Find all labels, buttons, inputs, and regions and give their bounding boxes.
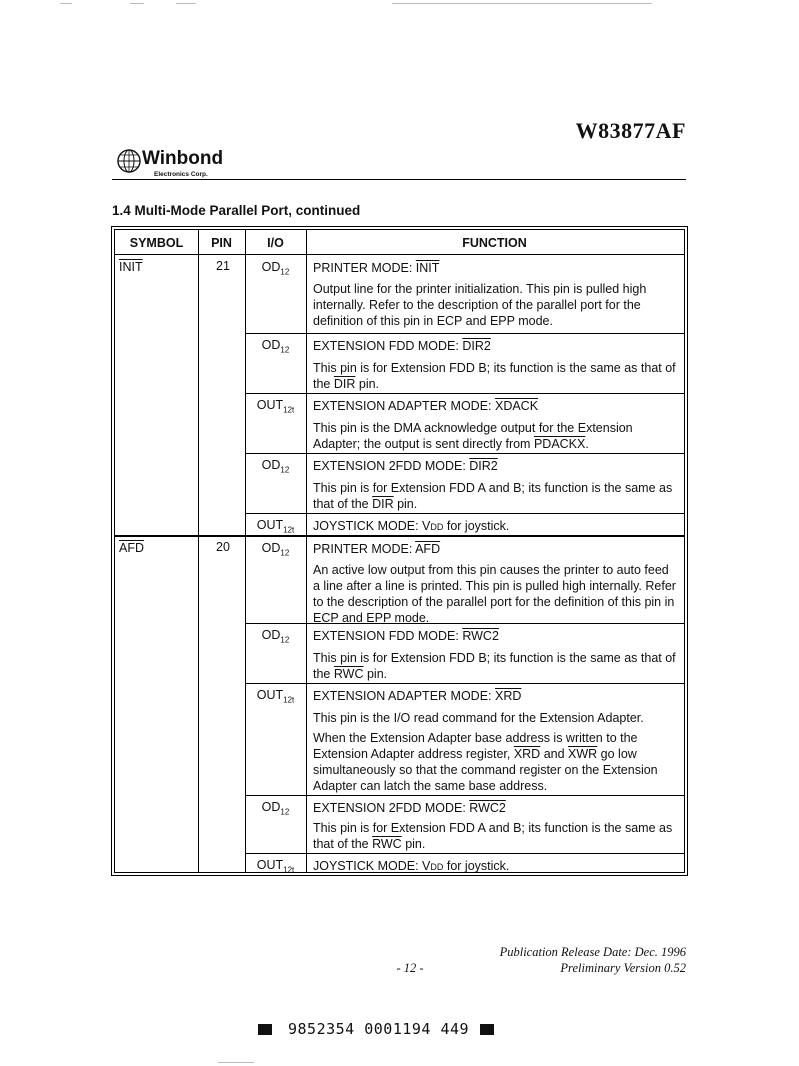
sub-row-rule [245,853,684,854]
function-description: This pin is the DMA acknowledge output for the Extension Adapter; the output is sent directly from PDACKX. [313,421,633,451]
io-type: $OUT_{12t}$ [256,398,295,415]
io-type: $OD_{12}$ [261,458,290,475]
pin-20: 20 [216,540,230,554]
sub-row-rule [245,393,684,394]
header-rule [115,254,684,255]
function-description: When the Extension Adapter base address is written to the Extension Adapter address register, $\overline{XRD}$ and $\overline{XWR}$ go low simultaneously so that the command register on the Extension Adapter can latch the same base address. [313,731,658,793]
function-extension-fdd-mode: EXTENSION FDD MODE: DIR2 [313,339,491,353]
column-divider [306,230,307,872]
sub-row-rule [245,453,684,454]
version: Preliminary Version 0.52 [560,961,686,975]
function-extension-fdd-mode: EXTENSION FDD MODE: RWC2 [313,629,499,643]
column-divider [198,230,199,872]
sub-row-rule [245,683,684,684]
function-extension-adapter-mode: EXTENSION ADAPTER MODE: $\overline{XRD}$ [313,689,522,703]
function-printer-mode: PRINTER MODE: $\overline{AFD}$ [313,542,441,556]
function-description: This pin is for Extension FDD B; its function is the same as that of the $\overline{DIR}$ pin. [313,361,676,391]
header-divider [112,179,686,180]
pin-table [111,226,688,876]
io-type: $OD_{12}$ [261,260,290,277]
logo-subtitle: Electronics Corp. [154,171,208,178]
barcode-block-icon [258,1024,272,1035]
pin-21: 21 [216,259,230,273]
function-joystick-mode: JOYSTICK MODE: VDD for joystick. [313,519,510,533]
io-type: $OD_{12}$ [261,338,290,355]
header-symbol: SYMBOL [129,236,184,250]
pin-table-inner [114,229,685,873]
scan-artifact [176,3,196,4]
symbol-afd: $\overline{AFD}$ [119,541,144,555]
function-extension-2fdd-mode: EXTENSION 2FDD MODE: RWC2 [313,801,506,815]
sub-row-rule [245,623,684,624]
scan-artifact [392,3,652,4]
function-description: This pin is for Extension FDD A and B; its function is the same as that of the $\overline{DIR}$ pin. [313,481,673,511]
function-description: This pin is for Extension FDD B; its function is the same as that of the $\overline{RWC}$ pin. [313,651,676,681]
page-number: - 12 - [396,961,424,975]
barcode-block-icon [480,1024,494,1035]
chip-title: W83877AF [575,118,686,143]
scan-artifact [218,1062,254,1063]
function-joystick-mode: JOYSTICK MODE: VDD for joystick. [313,859,510,873]
function-description: This pin is for Extension FDD A and B; its function is the same as that of the $\overline{RWC}$ pin. [313,821,673,851]
symbol-init: INIT [119,260,143,274]
row-rule [115,535,684,537]
function-extension-2fdd-mode: EXTENSION 2FDD MODE: DIR2 [313,459,498,473]
header-function: FUNCTION [462,236,527,250]
header-io: I/O [267,236,284,250]
globe-icon [116,148,142,174]
io-type: $OD_{12}$ [261,628,290,645]
function-description: An active low output from this pin causes the printer to auto feed a line after a line is printed. This pin is pulled high internally. Refer to the description of the parallel port for the definition of this pin in ECP and EPP mode. [313,563,676,625]
io-type: $OD_{12}$ [261,800,290,817]
scan-artifact [130,3,144,4]
sub-row-rule [245,333,684,334]
logo-name: Winbond [142,148,224,169]
function-description: Output line for the printer initialization. This pin is pulled high internally. Refer to the description of the parallel port for the definition of this pin in ECP and EPP mode. [313,282,647,328]
publication-date: Publication Release Date: Dec. 1996 [499,945,686,959]
io-type: $OUT_{12t}$ [256,858,295,875]
sub-row-rule [245,513,684,514]
function-extension-adapter-mode: EXTENSION ADAPTER MODE: XDACK [313,399,539,413]
io-type: $OD_{12}$ [261,541,290,558]
barcode-text: 9852354 0001194 449 [288,1020,470,1038]
function-description: This pin is the I/O read command for the Extension Adapter. [313,711,644,725]
barcode [258,1022,498,1038]
io-type: $OUT_{12t}$ [256,688,295,705]
sub-row-rule [245,795,684,796]
scan-artifact [60,3,72,4]
io-type: $OUT_{12t}$ [256,518,295,535]
section-title: 1.4 Multi-Mode Parallel Port, continued [112,203,361,218]
header-pin: PIN [211,236,232,250]
function-printer-mode: PRINTER MODE: INIT [313,261,440,275]
